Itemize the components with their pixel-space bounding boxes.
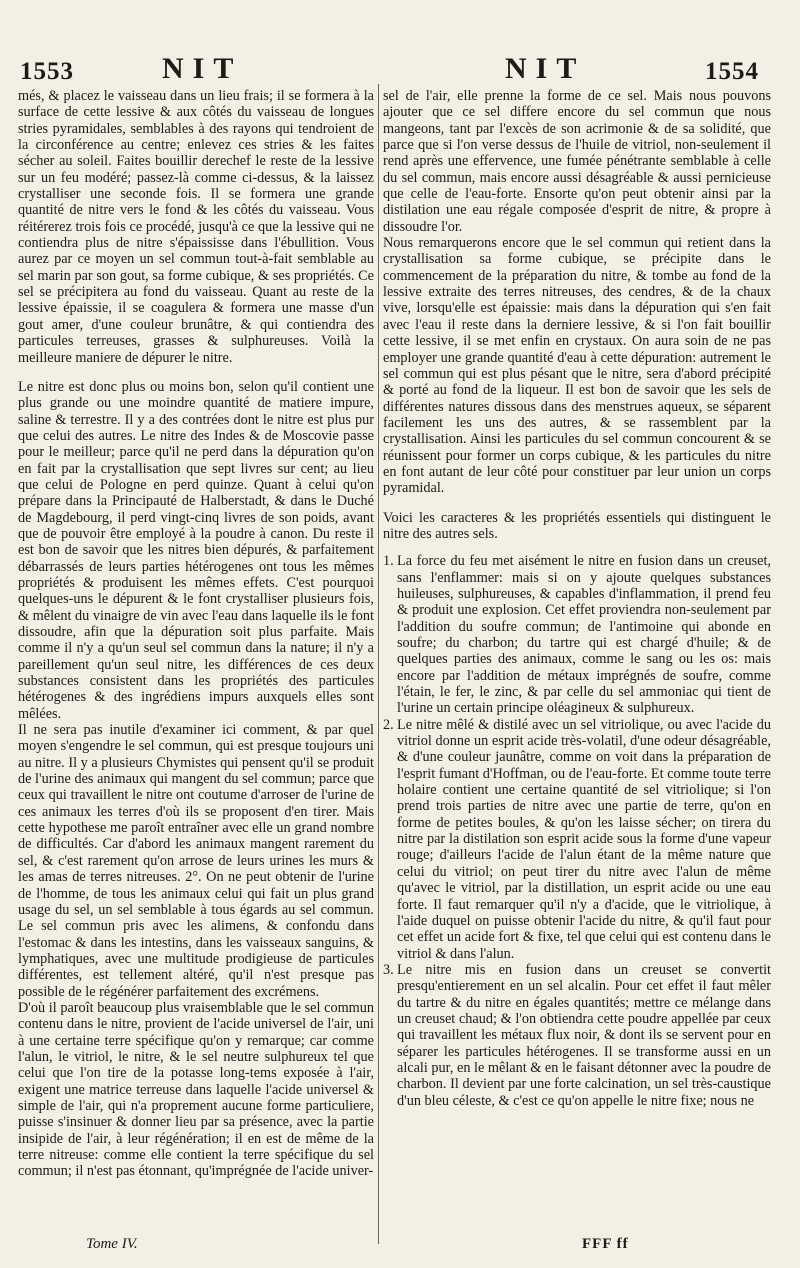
page-number-left: 1553 [20,58,74,85]
item-number: 1. [383,553,394,570]
list-item [383,717,771,962]
paragraph: sel de l'air, elle prenne la forme de ce sel. Mais nous pouvons ajouter que ce sel differe encore du sel commun que nous mangeons, tant par l'excès de son acrimonie & de sa solidité, que parce que si l'on verse dessus de l'huile de vitriol, non-seulement il rend après une effervence, une fumée pénétrante semblable à celle du sel commun, mais encore aussi désagréable & aussi pernicieuse que celle de l'eau-forte. Ensorte qu'on peut obtenir ainsi par la distilation une eau régale composée d'esprit de nitre, & propre à dissoudre l'or. [383,88,771,235]
paragraph: Voici les caracteres & les propriétés essentiels qui distinguent le nitre des autres sels. [383,509,771,542]
item-number: 2. [383,716,394,733]
item-text: La force du feu met aisément le nitre en fusion dans un creuset, sans l'enflammer: mais si on y ajoute quelques substances huileuses, sulphureuses, & capables d'inflammation, il prend feu & produit une explosion. Cet effet proviendra non-seulement par l'addition du soufre commun; de l'antimoine qui abonde en soufre; du charbon; du tartre qui est chargé d'huile; & de quelques parties des animaux, comme le sang ou les os: mais encore par l'addition de métaux imprégnés de soufre, comme l'étain, le fer, le zinc, & par celle du sel ammoniac qui tient de l'urine un certain principe oléagineux & sulphureux. [397,553,771,717]
list-item [383,962,771,1109]
running-head-left: NIT [162,52,243,85]
list-item [383,553,771,716]
paragraph: Il ne sera pas inutile d'examiner ici comment, & par quel moyen s'engendre le sel commun, qui est presque toujours uni au nitre. Il y a plusieurs Chymistes qui pensent qu'il se produit de l'urine des animaux qui mangent du sel commun; parce que ceux qui travaillent le nitre ont coutume d'arroser de l'urine de ces animaux les terres d'où ils se proposent d'en tirer. Mais cette hypothese me paroît entraîner avec elle un grand nombre de difficultés. Car d'abord les animaux mangent rarement du sel, & c'est rarement qu'on arrose de leurs urines les murs & les amas de terres nitreuses. 2°. On ne peut obtenir de l'urine de l'homme, de tous les animaux celui qui fait un plus grand usage du sel, un sel semblable à tous égards au sel commun. Le sel commun pris avec les alimens, & confondu dans l'estomac & dans les intestins, dans les vaisseaux sanguins, & lymphatiques, avec une multitude prodigieuse de particules différentes, est tellement altéré, qu'il n'est presque pas possible de le régénérer parfaitement des excrémens. [18,722,374,1000]
volume-footer: Tome IV. [86,1236,138,1252]
right-column [383,88,771,1109]
numbered-list [383,553,771,1109]
left-column [18,88,374,1180]
signature-mark: FFF ff [582,1236,629,1252]
item-text: Le nitre mêlé & distilé avec un sel vitriolique, ou avec l'acide du vitriol donne un esprit acide très-volatil, d'une odeur désagréable, & d'une couleur jaunâtre, comme on voit dans la préparation de l'esprit fumant d'Hoffman, ou de l'eau-forte. Et comme toute terre holaire contient une certaine quantité de sel vitriolique; si l'on prend trois parties de nitre avec une partie de terre, qu'on en forme de petites boules, & qu'on les laisse sécher; on tirera du nitre par la distilation son esprit acide sous la forme d'une vapeur rouge; d'ailleurs l'acide de l'alun étant de la même nature que celui du vitriol; on peut tirer du nitre avec l'alun de même qu'avec le vitriol, par la distillation, un esprit acide ou une eau forte. Il faut remarquer qu'il n'y a d'acide, que le vitriolique, à l'aide duquel on puisse obtenir l'acide du nitre, & qu'il faut pour cet effet un acide fort & fixe, tel que celui qui est contenu dans le vitriol & dans l'alun. [397,716,771,962]
column-divider [378,84,379,1244]
page-number-right: 1554 [705,58,759,85]
item-text: Le nitre mis en fusion dans un creuset se convertit presqu'entierement en un sel alcalin. Pour cet effet il faut mêler du tartre & du nitre en égales quantités; mettre ce mélange dans un creuset chaud; & l'on obtiendra cette poudre appellée par ceux qui travaillent les métaux flux noir, & dont ils se servent pour en séparer les particules hétérogenes. Il se transforme aussi en un alcali pur, en le mêlant & en le faisant détonner avec la poudre de charbon. Il devient par une forte calcination, un sel très-caustique d'un bleu céleste, & c'est ce qu'on appelle le nitre fixe; nous ne [397,961,771,1109]
paragraph: Le nitre est donc plus ou moins bon, selon qu'il contient une plus grande ou une moindre quantité de matiere impure, saline & terrestre. Il y a des contrées dont le nitre est plus pur que celui des autres. Le nitre des Indes & de Moscovie passe pour le meilleur; parce qu'il ne perd dans la dépuration qu'on en fait par la crystallisation que sept livres sur cent; au lieu que celui de Pologne en perd quinze. Quant à celui qu'on prépare dans la Principauté de Halberstadt, & dans le Duché de Magdebourg, il perd vingt-cinq livres de son poids, avant que de pouvoir être employé à la poudre à canon. Du reste il est bon de savoir que les nitres bien dépurés, & parfaitement débarrassés de leurs parties hétérogenes ont tous les mêmes propriétés & produisent les mêmes effets. C'est pourquoi quelques-uns le dépurent & le font crystalliser plusieurs fois, & mêlent du vinaigre de vin avec l'eau dans laquelle ils le font dissoudre, afin que la dépuration soit plus parfaite. Mais comme il n'y a qu'un seul sel commun dans la nature; il n'y a pareillement qu'un seul nitre, les différences de ces deux substances consistent dans les propriétés des particules hétérogenes & des ingrédiens impurs auxquels elles sont mêlées. [18,378,374,722]
running-head-right: NIT [505,52,586,85]
paragraph: Nous remarquerons encore que le sel commun qui retient dans la crystallisation sa forme cubique, se précipite dans le commencement de la préparation du nitre, & tombe au fond de la lessive extraite des terres nitreuses, des cendres, & de la chaux vive, lorsqu'elle est épaissie: mais dans la dépuration qui s'en fait avec l'eau il reste dans la derniere lessive, & si l'on fait bouillir cette lessive, il se met enfin en crystaux. On aura soin de ne pas employer une grande quantité d'eau à cette dépuration: autrement le sel commun qui est plus pésant que le nitre, sera d'abord précipité & porté au fond de la liqueur. Il est bon de savoir que les sels de différentes natures dissous dans des menstrues aqueux, se séparent facilement les uns des autres, & se rassemblent par la crystallisation. Ainsi les particules du sel commun concourent & se réunissent pour former un corps cubique, & les particules du nitre en font autant de leur côté pour constituer par leur union un corps pyramidal. [383,235,771,497]
paragraph: més, & placez le vaisseau dans un lieu frais; il se formera à la surface de cette lessive & aux côtés du vaisseau de longues stries pyramidales, semblables à des rayons qui tendroient de la circonférence au centre; enlevez ces stries & les faites sécher au soleil. Faites bouillir derechef le reste de la lessive sur un feu modéré; passez-là comme ci-dessus, & la laissez crystalliser une seconde fois. Il se formera une grande quantité de nitre vers le fond & les côtés du vaisseau. Vous réitérerez trois fois ce procédé, jusqu'à ce que la lessive qui ne contiendra plus de nitre s'épaississe dans l'ébullition. Vous aurez par ce moyen un sel commun tout-à-fait semblable au sel marin par son gout, sa forme cubique, & ses propriétés. Ce sel se précipitera au fond du vaisseau. Quant au reste de la lessive épaissie, il se coagulera & formera une masse d'un gout amer, d'une couleur brunâtre, & qui contiendra des particules terreuses, grasses & sulphureuses. Voilà la meilleure maniere de dépurer le nitre. [18,88,374,366]
paragraph: D'où il paroît beaucoup plus vraisemblable que le sel commun contenu dans le nitre, provient de l'acide universel de l'air, uni à une certaine terre spécifique qu'on y remarque; car comme l'alun, le vitriol, le nitre, & le sel neutre sulphureux tel que celui que l'on tire de la potasse long-tems exposée à l'air, exigent une matrice terreuse dans laquelle l'acide universel & simple de l'air, qui n'a proprement aucune forme particuliere, puisse s'insinuer & donner lieu par sa présence, avec la partie insipide de l'air, à leur régénération; il en est de même de la terre nitreuse: comme elle contient la terre spécifique du sel commun; il n'est pas étonnant, qu'imprégnée de l'acide univer- [18,999,374,1180]
item-number: 3. [383,961,394,978]
